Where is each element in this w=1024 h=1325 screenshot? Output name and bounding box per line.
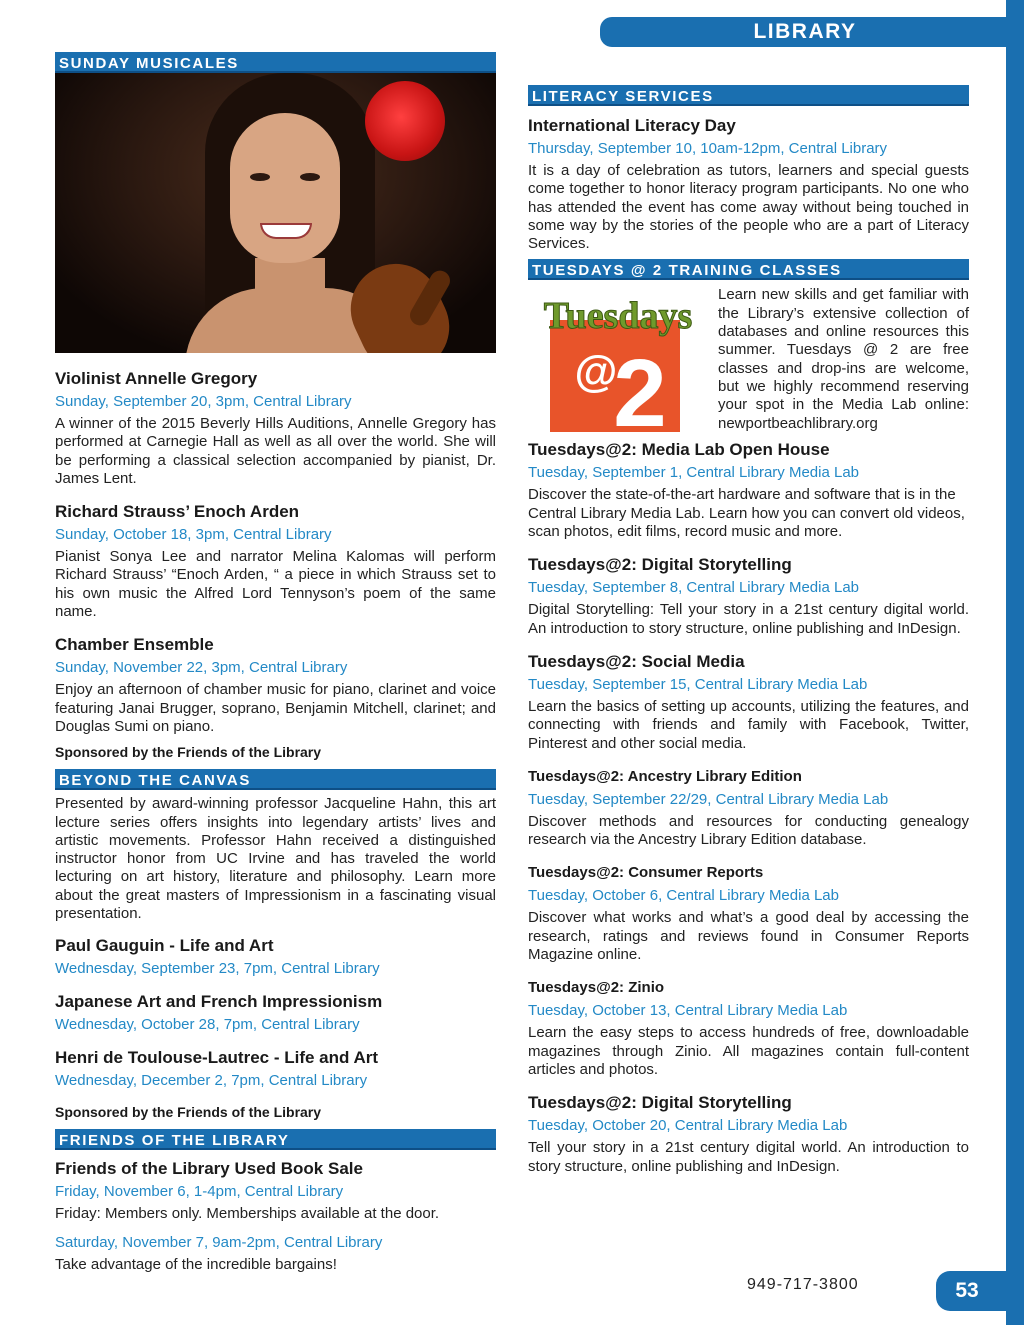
event-date: Wednesday, October 28, 7pm, Central Library xyxy=(55,1016,360,1034)
event xyxy=(55,936,496,978)
event-title: Tuesdays@2: Zinio xyxy=(528,979,665,997)
event-date: Sunday, September 20, 3pm, Central Library xyxy=(55,393,352,410)
event-date: Tuesday, October 6, Central Library Media Lab xyxy=(528,887,839,905)
rose-icon xyxy=(365,81,445,161)
event-date: Tuesday, September 22/29, Central Library Media Lab xyxy=(528,790,889,808)
event-date: Tuesday, September 1, Central Library Media Lab xyxy=(528,464,860,482)
event-date: Tuesday, September 8, Central Library Media Lab xyxy=(528,579,860,597)
page-number: 53 xyxy=(936,1271,1006,1311)
event xyxy=(528,978,969,1079)
logo-word: Tuesdays xyxy=(543,295,693,338)
event-description: Learn the easy steps to access hundreds of free, downloadable magazines through Zinio. All magazines contain full-content articles and photos. xyxy=(528,1024,969,1078)
event xyxy=(55,369,496,488)
event xyxy=(55,1048,496,1090)
event-date: Sunday, October 18, 3pm, Central Library xyxy=(55,526,332,544)
event-title: Chamber Ensemble xyxy=(55,635,214,655)
section-heading-literacy-services: LITERACY SERVICES xyxy=(528,85,969,106)
left-column xyxy=(55,52,496,1274)
event xyxy=(55,502,496,621)
event xyxy=(528,555,969,638)
event-date: Sunday, November 22, 3pm, Central Library xyxy=(55,659,348,677)
event-description: Tell your story in a 21st century digital world. An introduction to story structure, online publishing and InDesign. xyxy=(528,1139,969,1175)
event-title: Paul Gauguin - Life and Art xyxy=(55,936,274,956)
event-date: Thursday, September 10, 10am-12pm, Central Library xyxy=(528,140,888,157)
event-title: Tuesdays@2: Media Lab Open House xyxy=(528,440,830,460)
event-title: Tuesdays@2: Consumer Reports xyxy=(528,864,764,882)
page-edge-bar xyxy=(1006,0,1024,1325)
library-tab: LIBRARY xyxy=(600,17,1010,47)
event-title: Tuesdays@2: Social Media xyxy=(528,651,745,671)
tuesdays-intro: Learn new skills and get familiar with the Library’s extensive collection of databases and online resources this summer. Tuesdays @ 2 are free classes and drop-ins are welcome, but we highly recommend reserving your spot in the Media Lab online: newportbeachlibrary.org xyxy=(718,286,969,432)
event xyxy=(528,1093,969,1176)
section-heading-tuesdays-at-2: TUESDAYS @ 2 TRAINING CLASSES xyxy=(528,259,969,280)
section-heading-friends-of-the-library: FRIENDS OF THE LIBRARY xyxy=(55,1129,496,1150)
event-date: Tuesday, October 20, Central Library Media Lab xyxy=(528,1117,848,1135)
canvas-intro: Presented by award-winning professor Jacqueline Hahn, this art lecture series offers insights into legendary artists’ lives and artistic movements. Professor Hahn received a distinguished instructor honor from UC Irvine and has traveled the world lecturing on art history, literature and philosophy. Learn more about the great masters of Impressionism in a fascinating visual presentation. xyxy=(55,795,496,923)
event-description: Discover the state-of-the-art hardware and software that is in the Central Library Media Lab. Learn how you can convert old videos, scan photos, edit films, record music and more. xyxy=(528,486,965,541)
event-title: Henri de Toulouse-Lautrec - Life and Art xyxy=(55,1048,379,1068)
section-heading-sunday-musicales: SUNDAY MUSICALES xyxy=(55,52,496,73)
event xyxy=(528,767,969,850)
event-date: Friday, November 6, 1-4pm, Central Library xyxy=(55,1183,344,1201)
event-title: Tuesdays@2: Ancestry Library Edition xyxy=(528,767,802,785)
section-heading-beyond-the-canvas: BEYOND THE CANVAS xyxy=(55,769,496,790)
tuesdays-intro-block xyxy=(528,286,969,436)
logo-num: 2 xyxy=(613,340,667,437)
event xyxy=(528,440,969,541)
event-description: A winner of the 2015 Beverly Hills Auditions, Annelle Gregory has performed at Carnegie Hall as well as all over the world. She will be performing a classical selection accompanied by pianist, Dr. James Lent. xyxy=(55,415,496,487)
event-date: Saturday, November 7, 9am-2pm, Central Library xyxy=(55,1233,383,1251)
event-date: Wednesday, September 23, 7pm, Central Library xyxy=(55,960,380,978)
event-title: Friends of the Library Used Book Sale xyxy=(55,1159,363,1179)
violinist-photo xyxy=(55,73,496,353)
event-title: Tuesdays@2: Digital Storytelling xyxy=(528,1093,792,1113)
event-description: Discover what works and what’s a good deal by accessing the research, ratings and reviews found in Consumer Reports Magazine online. xyxy=(528,909,969,964)
sponsor-note: Sponsored by the Friends of the Library xyxy=(55,1104,322,1121)
sponsor-note: Sponsored by the Friends of the Library xyxy=(55,744,322,761)
event-date: Tuesday, September 15, Central Library Media Lab xyxy=(528,675,868,693)
footer-phone: 949-717-3800 xyxy=(747,1276,859,1293)
event-description: Discover methods and resources for conducting genealogy research via the Ancestry Library Edition database. xyxy=(528,812,969,849)
event-description: Take advantage of the incredible bargains! xyxy=(55,1255,337,1273)
event xyxy=(55,635,496,736)
event-title: Japanese Art and French Impressionism xyxy=(55,992,383,1012)
event xyxy=(528,863,969,964)
event-description: Pianist Sonya Lee and narrator Melina Kalomas will perform Richard Strauss’ “Enoch Arden, “ a piece in which Strauss set to his own music the Alfred Lord Tennyson’s poem of the same name. xyxy=(55,548,496,621)
event-title: Richard Strauss’ Enoch Arden xyxy=(55,502,300,522)
event-title: Tuesdays@2: Digital Storytelling xyxy=(528,555,792,575)
event-title: Violinist Annelle Gregory xyxy=(55,369,258,388)
tuesdays-at-2-logo xyxy=(528,286,708,436)
event-title: International Literacy Day xyxy=(528,116,736,135)
right-column xyxy=(528,85,969,1176)
logo-at: @ xyxy=(574,347,618,397)
event-description: Learn the basics of setting up accounts, utilizing the features, and connecting with friends and family with Facebook, Twitter, Pinterest and other social media. xyxy=(528,697,969,752)
event xyxy=(528,652,969,753)
event-date: Wednesday, December 2, 7pm, Central Library xyxy=(55,1072,368,1090)
event-description: It is a day of celebration as tutors, learners and special guests come together to honor literacy program participants. No one who has attended the event has come away without being touched in some way by the stories of the people who are a part of Literacy Services. xyxy=(528,162,969,253)
event-description: Enjoy an afternoon of chamber music for piano, clarinet and voice featuring Janai Brugger, soprano, Benjamin Mitchell, clarinet; and Douglas Sumi on piano. xyxy=(55,681,496,735)
event-description: Friday: Members only. Memberships available at the door. xyxy=(55,1205,440,1223)
event-description: Digital Storytelling: Tell your story in a 21st century digital world. An introduction to story structure, online publishing and InDesign. xyxy=(528,601,969,637)
event xyxy=(55,992,496,1034)
event-date: Tuesday, October 13, Central Library Media Lab xyxy=(528,1002,848,1020)
